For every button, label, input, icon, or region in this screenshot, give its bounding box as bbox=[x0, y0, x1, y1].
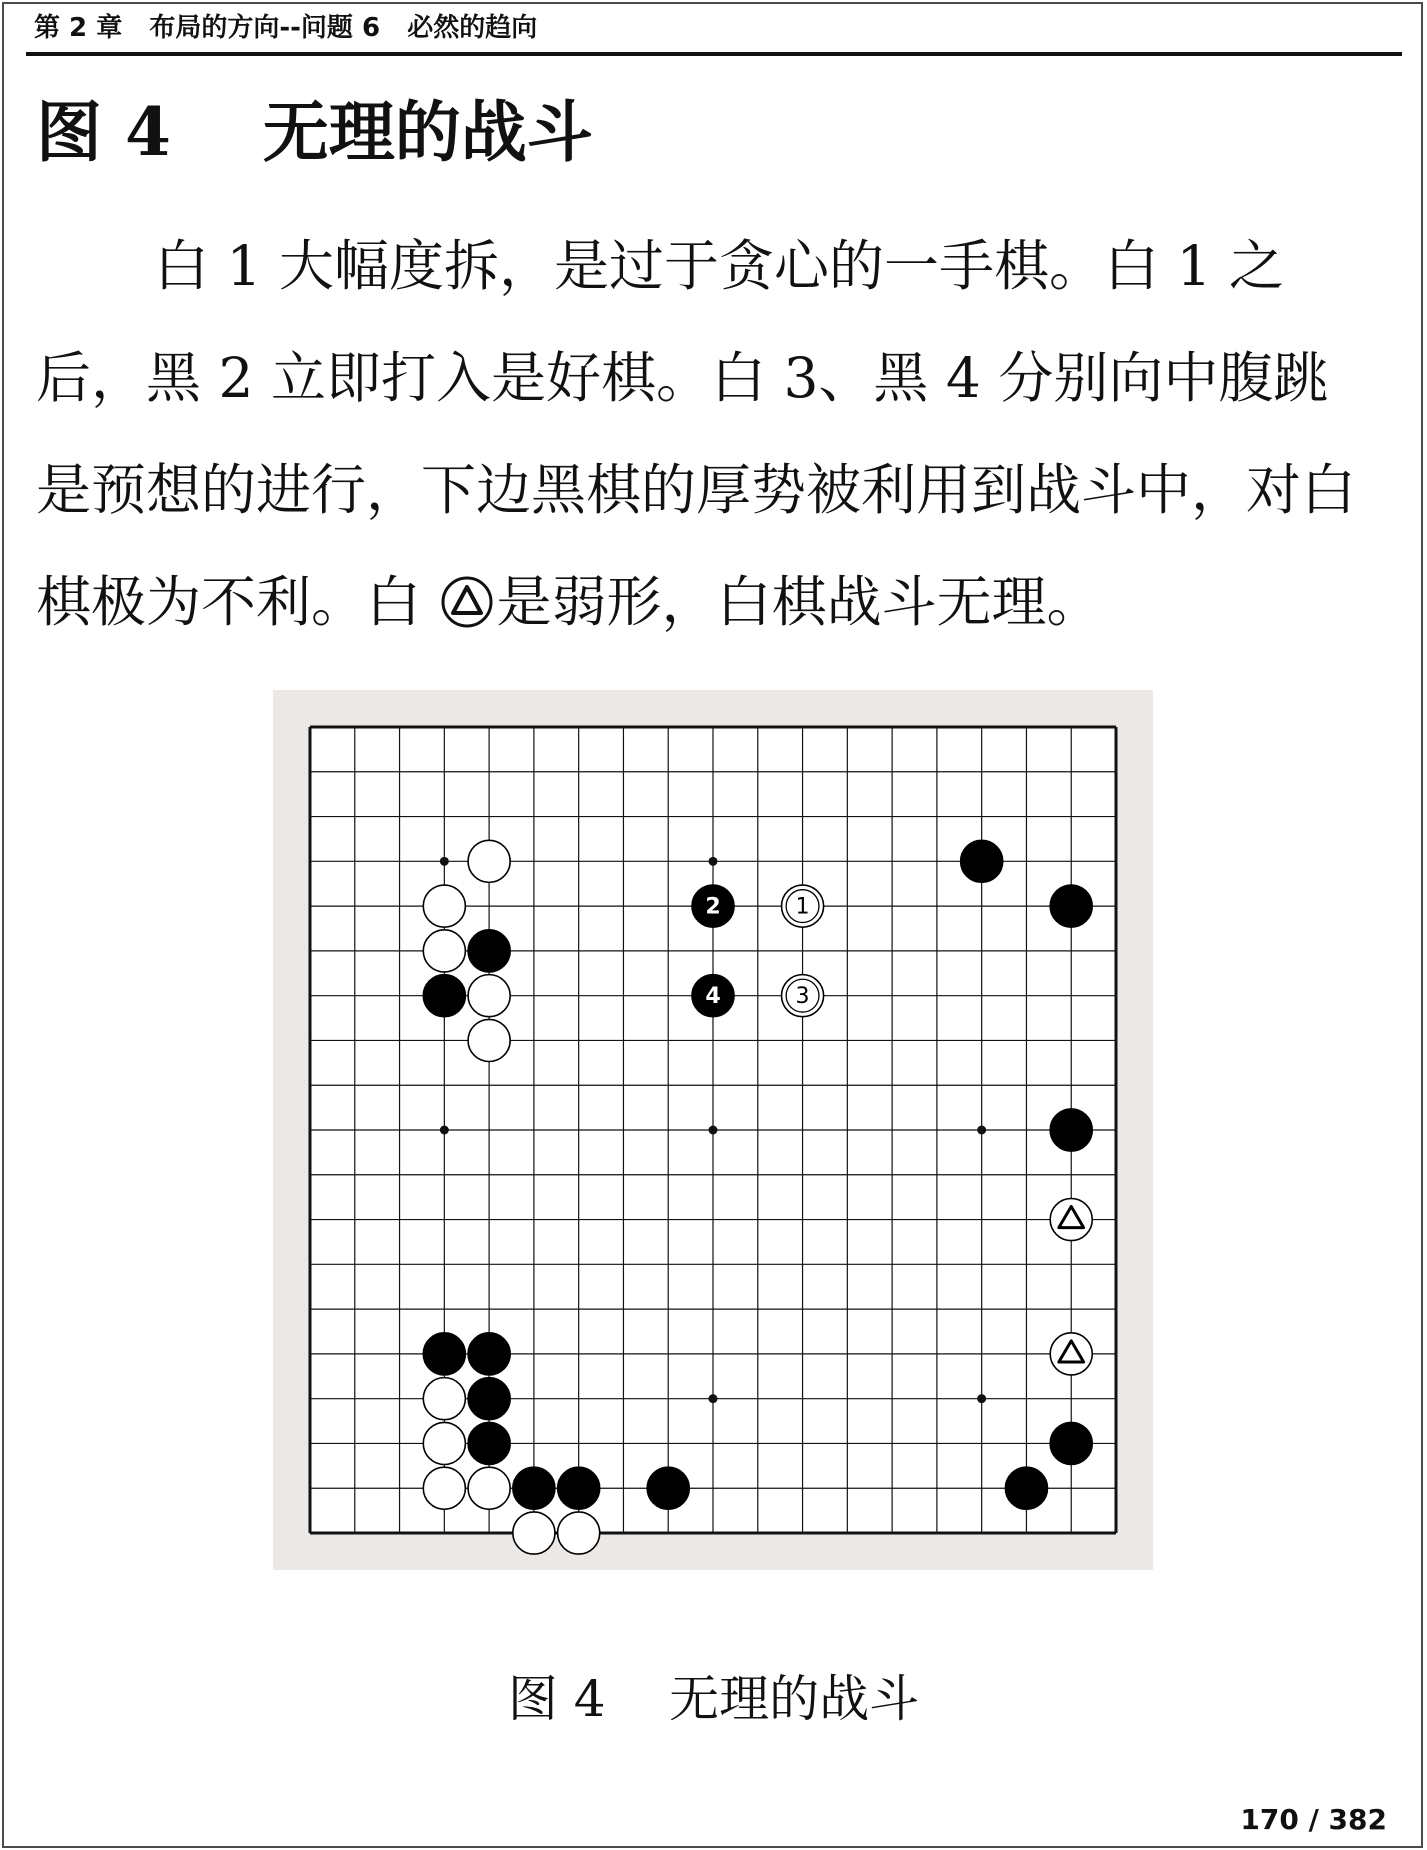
move-number-label: 1 bbox=[795, 893, 810, 920]
body-paragraph bbox=[36, 210, 1396, 658]
figure-caption: 图 4 无理的战斗 bbox=[507, 1670, 920, 1728]
page-number: 170 / 382 bbox=[1240, 1803, 1387, 1836]
black-stone bbox=[468, 930, 510, 972]
black-stone bbox=[468, 1333, 510, 1375]
star-point bbox=[709, 857, 718, 866]
body-line-4-end: 是弱形，白棋战斗无理。 bbox=[496, 570, 1102, 634]
black-stone bbox=[423, 975, 465, 1017]
black-stone bbox=[558, 1467, 600, 1509]
body-line-1: 白 1 大幅度拆，是过于贪心的一手棋。白 1 之 bbox=[154, 234, 1284, 298]
star-point bbox=[977, 1126, 986, 1135]
white-stone bbox=[423, 1378, 465, 1420]
white-stone bbox=[423, 1467, 465, 1509]
black-stone bbox=[1005, 1467, 1047, 1509]
white-stone bbox=[423, 1422, 465, 1464]
move-number-label: 3 bbox=[795, 983, 810, 1010]
black-stone bbox=[468, 1378, 510, 1420]
white-stone bbox=[468, 975, 510, 1017]
running-header: 第 2 章 布局的方向--问题 6 必然的趋向 bbox=[34, 13, 538, 43]
go-board bbox=[273, 690, 1153, 1570]
star-point bbox=[977, 1394, 986, 1403]
white-stone bbox=[468, 840, 510, 882]
white-stone bbox=[513, 1512, 555, 1554]
move-number-label: 4 bbox=[705, 983, 721, 1010]
white-stone bbox=[423, 930, 465, 972]
black-stone bbox=[468, 1422, 510, 1464]
black-stone bbox=[423, 1333, 465, 1375]
black-stone bbox=[1050, 1109, 1092, 1151]
black-stone bbox=[647, 1467, 689, 1509]
body-line-4-start: 棋极为不利。白 bbox=[36, 570, 439, 634]
black-stone bbox=[1050, 885, 1092, 927]
white-stone bbox=[468, 1019, 510, 1061]
header-rule bbox=[26, 52, 1402, 56]
triangle-stone-icon bbox=[440, 575, 494, 629]
body-line-3: 是预想的进行，下边黑棋的厚势被利用到战斗中，对白 bbox=[36, 458, 1357, 522]
star-point bbox=[709, 1126, 718, 1135]
white-stone bbox=[423, 885, 465, 927]
section-title: 图 4 无理的战斗 bbox=[36, 93, 593, 171]
star-point bbox=[440, 857, 449, 866]
white-stone bbox=[1050, 1199, 1092, 1241]
body-line-2: 后，黑 2 立即打入是好棋。白 3、黑 4 分别向中腹跳 bbox=[36, 346, 1329, 410]
move-number-label: 2 bbox=[705, 893, 721, 920]
star-point bbox=[440, 1126, 449, 1135]
body-line-4 bbox=[36, 546, 1396, 658]
black-stone bbox=[1050, 1422, 1092, 1464]
black-stone bbox=[961, 840, 1003, 882]
star-point bbox=[709, 1394, 718, 1403]
black-stone bbox=[513, 1467, 555, 1509]
white-stone bbox=[558, 1512, 600, 1554]
white-stone bbox=[468, 1467, 510, 1509]
white-stone bbox=[1050, 1333, 1092, 1375]
go-diagram bbox=[273, 690, 1153, 1570]
